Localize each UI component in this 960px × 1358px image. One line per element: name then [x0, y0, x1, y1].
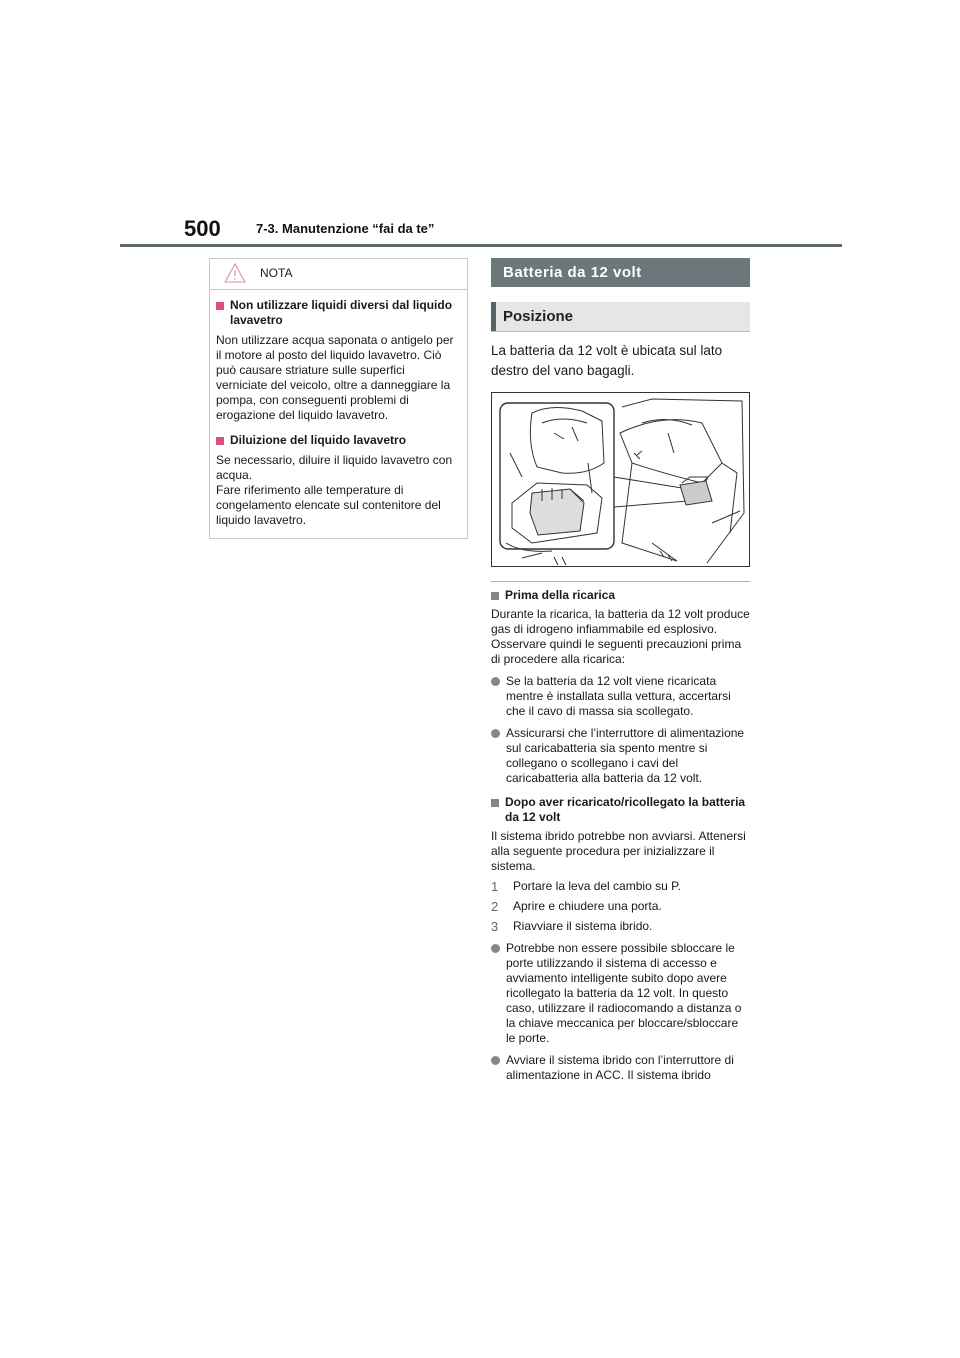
list-item: Se la batteria da 12 volt viene ricaricata mentre è installata sulla vettura, accertarsi che il cavo di massa sia scollegato. — [491, 674, 750, 719]
round-bullet-icon — [491, 944, 500, 953]
main-column — [491, 258, 750, 1083]
step-number: 2 — [491, 899, 499, 914]
nota-paragraph: Fare riferimento alle temperature di congelamento elencate sul contenitore del liquido lavavetro. — [216, 483, 441, 527]
nota-paragraph: Non utilizzare acqua saponata o antigelo per il motore al posto del liquido lavavetro. Ciò può causare striature sulle superfici verniciate del veicolo, oltre a danneggiare la pompa, con conseguenti problemi di erogazione del liquido lavavetro. — [216, 333, 454, 422]
step-item — [491, 879, 750, 894]
square-bullet-icon — [491, 592, 499, 600]
page-number: 500 — [184, 216, 221, 241]
list-item: Assicurarsi che l’interruttore di alimentazione sul caricabatteria sia spento mentre si collegano o scollegano i cavi del caricabatteria alla batteria da 12 volt. — [491, 726, 750, 786]
prima-heading: Prima della ricarica — [491, 588, 750, 603]
nota-section-heading: Non utilizzare liquidi diversi dal liquido lavavetro — [216, 298, 459, 328]
main-body — [491, 588, 750, 1083]
intro-paragraph: La batteria da 12 volt è ubicata sul lato destro del vano bagagli. — [491, 343, 723, 378]
trunk-battery-drawing — [492, 393, 749, 566]
dopo-heading: Dopo aver ricaricato/ricollegato la batteria da 12 volt — [491, 795, 750, 825]
subsection-banner — [491, 302, 750, 332]
round-bullet-icon — [491, 1056, 500, 1065]
step-number: 1 — [491, 879, 499, 894]
step-item — [491, 899, 750, 914]
list-item: Potrebbe non essere possibile sbloccare le porte utilizzando il sistema di accesso e avviamento intelligente subito dopo avere ricollegato la batteria da 12 volt. In questo caso, utilizzare il radiocomando a distanza o la chiave meccanica per bloccare/sbloccare le porte. — [491, 941, 750, 1046]
nota-body — [210, 290, 467, 528]
step-text: Portare la leva del cambio su P. — [513, 879, 681, 893]
warning-triangle-icon — [224, 263, 246, 283]
battery-location-illustration — [491, 392, 750, 567]
list-item: Avviare il sistema ibrido con l’interruttore di alimentazione in ACC. Il sistema ibrido — [491, 1053, 750, 1083]
subsection-title: Posizione — [503, 308, 574, 325]
running-header: 7-3. Manutenzione “fai da te” — [256, 221, 435, 236]
round-bullet-icon — [491, 729, 500, 738]
square-bullet-icon — [216, 437, 224, 445]
nota-box — [209, 258, 468, 539]
section-banner: Batteria da 12 volt — [491, 258, 750, 287]
nota-section-heading: Diluizione del liquido lavavetro — [216, 433, 459, 448]
nota-paragraph: Se necessario, diluire il liquido lavavetro con acqua. — [216, 453, 453, 482]
header-rule — [120, 244, 842, 247]
round-bullet-icon — [491, 677, 500, 686]
nota-title: NOTA — [260, 266, 293, 280]
subsection-bar — [491, 302, 496, 331]
step-text: Aprire e chiudere una porta. — [513, 899, 662, 913]
prima-paragraph: Durante la ricarica, la batteria da 12 volt produce gas di idrogeno infiammabile ed esplosivo. Osservare quindi le seguenti precauzioni prima di procedere alla ricarica: — [491, 607, 750, 666]
step-number: 3 — [491, 919, 499, 934]
step-text: Riavviare il sistema ibrido. — [513, 919, 653, 933]
nota-header — [210, 259, 467, 290]
square-bullet-icon — [491, 799, 499, 807]
figure-divider — [491, 581, 750, 582]
step-item — [491, 919, 750, 934]
dopo-paragraph: Il sistema ibrido potrebbe non avviarsi. Attenersi alla seguente procedura per inizializzare il sistema. — [491, 829, 746, 873]
square-bullet-icon — [216, 302, 224, 310]
